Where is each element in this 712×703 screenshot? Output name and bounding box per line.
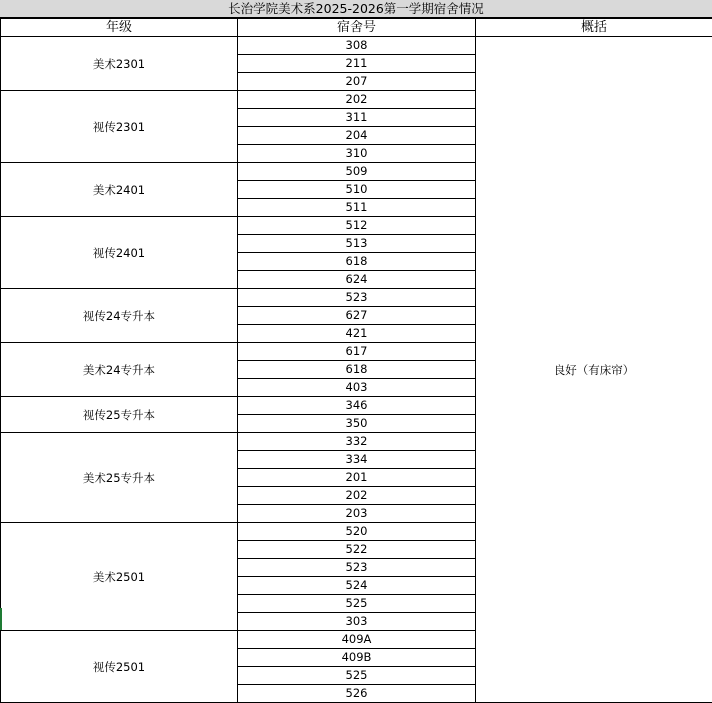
room-cell[interactable]: 203	[238, 505, 476, 523]
room-cell[interactable]: 332	[238, 433, 476, 451]
room-cell[interactable]: 303	[238, 613, 476, 631]
grade-cell[interactable]: 美术25专升本	[1, 433, 238, 523]
grade-cell[interactable]: 美术24专升本	[1, 343, 238, 397]
room-cell[interactable]: 510	[238, 181, 476, 199]
room-cell[interactable]: 523	[238, 289, 476, 307]
room-cell[interactable]: 509	[238, 163, 476, 181]
room-cell[interactable]: 202	[238, 91, 476, 109]
room-cell[interactable]: 526	[238, 685, 476, 703]
room-cell[interactable]: 308	[238, 37, 476, 55]
room-cell[interactable]: 512	[238, 217, 476, 235]
summary-cell[interactable]: 良好（有床帘）	[476, 37, 712, 703]
grade-cell[interactable]: 视传24专升本	[1, 289, 238, 343]
room-cell[interactable]: 511	[238, 199, 476, 217]
room-cell[interactable]: 207	[238, 73, 476, 91]
room-cell[interactable]: 627	[238, 307, 476, 325]
room-cell[interactable]: 409B	[238, 649, 476, 667]
room-cell[interactable]: 522	[238, 541, 476, 559]
room-cell[interactable]: 201	[238, 469, 476, 487]
grade-cell[interactable]: 视传25专升本	[1, 397, 238, 433]
room-cell[interactable]: 617	[238, 343, 476, 361]
room-cell[interactable]: 525	[238, 595, 476, 613]
room-cell[interactable]: 311	[238, 109, 476, 127]
room-cell[interactable]: 520	[238, 523, 476, 541]
room-cell[interactable]: 211	[238, 55, 476, 73]
grade-cell[interactable]: 视传2501	[1, 631, 238, 703]
room-cell[interactable]: 618	[238, 361, 476, 379]
room-cell[interactable]: 618	[238, 253, 476, 271]
room-cell[interactable]: 310	[238, 145, 476, 163]
dormitory-table	[0, 18, 712, 703]
room-cell[interactable]: 409A	[238, 631, 476, 649]
header-summary[interactable]: 概括	[476, 19, 712, 37]
grade-cell[interactable]: 视传2401	[1, 217, 238, 289]
room-cell[interactable]: 513	[238, 235, 476, 253]
grade-cell[interactable]: 美术2501	[1, 523, 238, 631]
table-body	[1, 37, 712, 703]
table-row	[1, 37, 712, 55]
header-room[interactable]: 宿舍号	[238, 19, 476, 37]
room-cell[interactable]: 624	[238, 271, 476, 289]
room-cell[interactable]: 421	[238, 325, 476, 343]
grade-cell[interactable]: 美术2401	[1, 163, 238, 217]
sheet-title: 长治学院美术系2025-2026第一学期宿舍情况	[0, 0, 712, 18]
header-row	[1, 19, 712, 37]
room-cell[interactable]: 346	[238, 397, 476, 415]
room-cell[interactable]: 524	[238, 577, 476, 595]
room-cell[interactable]: 350	[238, 415, 476, 433]
header-grade[interactable]: 年级	[1, 19, 238, 37]
room-cell[interactable]: 403	[238, 379, 476, 397]
room-cell[interactable]: 334	[238, 451, 476, 469]
room-cell[interactable]: 525	[238, 667, 476, 685]
room-cell[interactable]: 204	[238, 127, 476, 145]
cell-selection-marker	[0, 608, 2, 630]
grade-cell[interactable]: 视传2301	[1, 91, 238, 163]
room-cell[interactable]: 523	[238, 559, 476, 577]
room-cell[interactable]: 202	[238, 487, 476, 505]
grade-cell[interactable]: 美术2301	[1, 37, 238, 91]
